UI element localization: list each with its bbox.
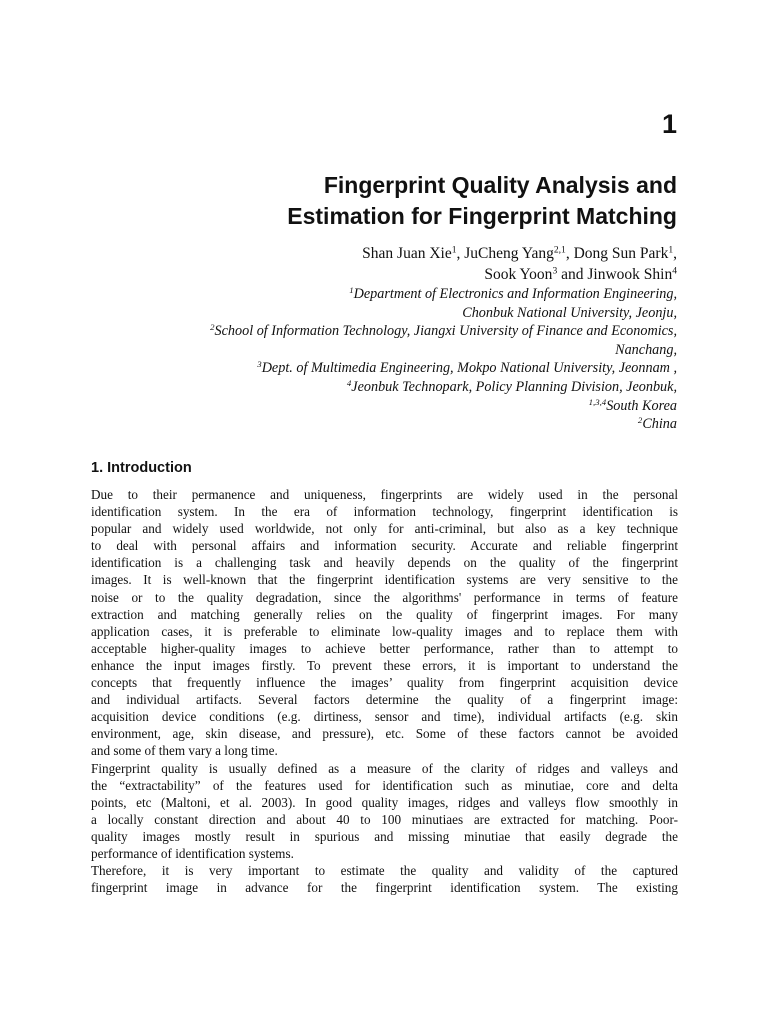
affiliation-mark: 3: [257, 359, 262, 370]
paragraph-1: [91, 486, 678, 760]
author-affiliation-mark: 3: [552, 265, 558, 277]
section-heading: 1. Introduction: [91, 460, 192, 476]
author-line-2: [117, 264, 677, 285]
author-affiliation-mark: 2,1: [553, 244, 566, 256]
text-line: environment, age, skin disease, and pressure), etc. Some of these factors cannot be avoided: [91, 726, 678, 742]
text-line: performance of identification systems.: [91, 845, 294, 861]
author-name: and Jinwook Shin: [557, 266, 673, 283]
text-line: images. It is well-known that the fingerprint identification systems are very sensitive to the: [91, 572, 678, 588]
affiliation-list: [57, 285, 677, 434]
text-line: popular and widely used worldwide, not only for anti-criminal, but also as a key technique: [91, 521, 678, 537]
affiliation-mark: 2: [637, 415, 643, 426]
text-line: Fingerprint quality is usually defined as a measure of the clarity of ridges and valleys and: [91, 760, 678, 776]
text-line: quality images mostly result in spurious and missing minutiae that easily degrade the: [91, 828, 678, 844]
text-line: noise or to the quality degradation, since the algorithms' performance in terms of feature: [91, 589, 678, 605]
affiliation-1: [57, 285, 677, 304]
text-line: a locally constant direction and about 40 to 100 minutiaes are extracted for matching. Poor-: [91, 811, 678, 827]
country-2: [57, 415, 677, 434]
affiliation-mark: 4: [346, 378, 352, 389]
country-text: South Korea: [606, 397, 677, 414]
affiliation-mark: 1,3,4: [588, 396, 607, 407]
author-name: Shan Juan Xie: [362, 245, 452, 262]
text-line: identification is a challenging task and heavily depends on the quality of the fingerprint: [91, 555, 678, 571]
text-line: concepts that frequently influence the images’ quality from fingerprint acquisition device: [91, 675, 678, 691]
text-line: and individual artifacts. Several factors determine the quality of a fingerprint image:: [91, 692, 678, 708]
affiliation-4: [57, 378, 677, 397]
paragraph-2: [91, 760, 678, 863]
text-line: to deal with personal affairs and information security. Accurate and reliable fingerprint: [91, 538, 678, 554]
author-name: , JuCheng Yang: [456, 245, 554, 262]
text-line: application cases, it is preferable to eliminate low-quality images and to replace them with: [91, 623, 678, 639]
author-line-1: [117, 243, 677, 264]
chapter-number: 1: [661, 109, 677, 139]
text-line: Therefore, it is very important to estimate the quality and validity of the captured: [91, 863, 678, 879]
title-line-1: Fingerprint Quality Analysis and: [323, 172, 677, 198]
text-line: Due to their permanence and uniqueness, fingerprints are widely used in the personal: [91, 487, 678, 502]
author-name: Sook Yoon: [484, 266, 553, 283]
author-name: , Dong Sun Park: [565, 245, 669, 262]
author-affiliation-mark: 4: [672, 265, 677, 277]
affiliation-mark: 1: [349, 285, 354, 296]
paper-title: [117, 170, 677, 232]
affiliation-text: Jeonbuk Technopark, Policy Planning Division, Jeonbuk,: [351, 378, 677, 395]
author-separator: ,: [673, 245, 677, 262]
affiliation-1-continued: Chonbuk National University, Jeonju,: [462, 304, 677, 321]
affiliation-text: Dept. of Multimedia Engineering, Mokpo National University, Jeonnam ,: [261, 360, 677, 377]
text-line: acquisition device conditions (e.g. dirtiness, sensor and time), individual artifacts (e.g. skin: [91, 709, 678, 725]
author-affiliation-mark: 1: [668, 244, 674, 256]
affiliation-3: [57, 359, 677, 378]
text-line: acceptable higher-quality images to achieve better performance, rather than to attempt to: [91, 640, 678, 656]
affiliation-mark: 2: [210, 322, 215, 333]
body-text: [91, 486, 678, 896]
country-1: [57, 397, 677, 416]
author-affiliation-mark: 1: [451, 244, 457, 256]
affiliation-text: Department of Electronics and Information Engineering,: [353, 286, 677, 302]
author-list: [117, 243, 677, 285]
text-line: enhance the input images firstly. To prevent these errors, it is important to understand the: [91, 657, 678, 673]
affiliation-2-continued: Nanchang,: [615, 341, 677, 358]
text-line: fingerprint image in advance for the fingerprint identification system. The existing: [91, 880, 678, 896]
affiliation-text: School of Information Technology, Jiangxi University of Finance and Economics,: [214, 323, 677, 340]
paragraph-3: [91, 862, 678, 896]
text-line: the “extractability” of the features used for identification such as minutiae, core and delta: [91, 777, 678, 793]
country-text: China: [642, 416, 677, 433]
text-line: identification system. In the era of information technology, fingerprint identification is: [91, 504, 678, 520]
title-line-2: Estimation for Fingerprint Matching: [287, 203, 677, 229]
text-line: extraction and matching generally relies on the quality of fingerprint images. For many: [91, 606, 678, 622]
affiliation-2: [57, 322, 677, 341]
text-line: points, etc (Maltoni, et al. 2003). In good quality images, ridges and valleys flow smoothly in: [91, 794, 678, 810]
text-line: and some of them vary a long time.: [91, 743, 278, 759]
